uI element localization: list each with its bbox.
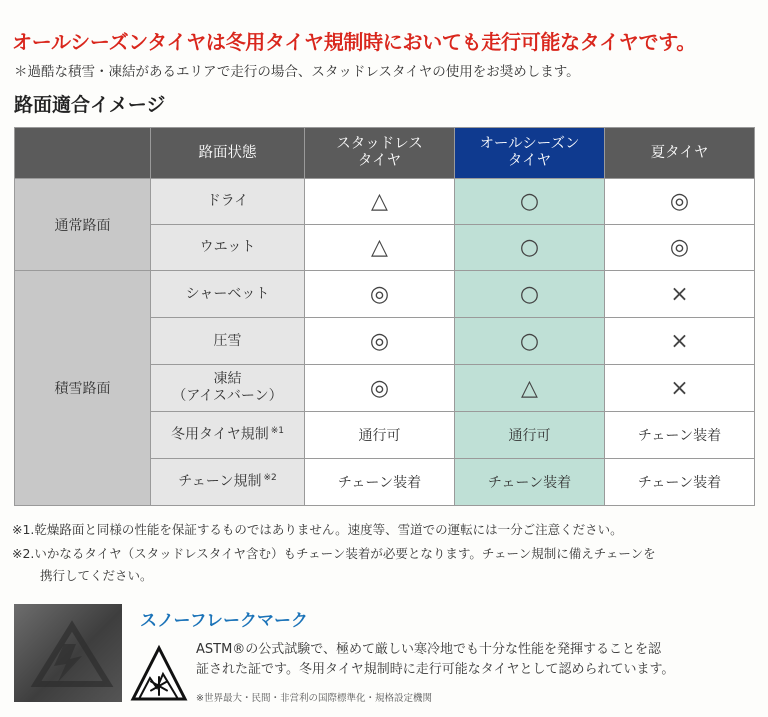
category-normal: 通常路面 xyxy=(15,179,151,271)
studless-cell: ◎ xyxy=(305,318,455,365)
allseason-cell: 通行可 xyxy=(455,412,605,459)
snowflake-description-line2: 証された証です。冬用タイヤ規制時に走行可能なタイヤとして認められています。 xyxy=(196,662,675,678)
condition-label: チェーン規制 xyxy=(178,473,262,490)
snowflake-mark-title: スノーフレークマーク xyxy=(140,611,308,631)
summer-cell: ◎ xyxy=(605,179,755,225)
studless-cell: ◎ xyxy=(305,271,455,318)
condition-cell: ウエット xyxy=(151,225,305,271)
allseason-cell: ○ xyxy=(455,225,605,271)
three-peak-mountain-snowflake-icon xyxy=(130,644,188,702)
corner-cell xyxy=(15,128,151,179)
header-condition: 路面状態 xyxy=(151,128,305,179)
allseason-cell: チェーン装着 xyxy=(455,459,605,506)
studless-cell: ◎ xyxy=(305,365,455,412)
allseason-cell: ○ xyxy=(455,271,605,318)
footnote-mark: ※1 xyxy=(270,426,284,437)
tire-sidewall-photo xyxy=(14,604,122,702)
sidewall-emblem-icon xyxy=(14,604,122,702)
snowflake-description-line1: ASTM®の公式試験で、極めて厳しい寒冷地でも十分な性能を発揮することを認 xyxy=(196,642,662,657)
caution-note: ＊過酷な積雪・凍結があるエリアで走行の場合、スタッドレスタイヤの使用をお奨めします。 xyxy=(14,64,580,80)
table-header-row xyxy=(15,128,755,179)
studless-cell: △ xyxy=(305,225,455,271)
astm-footnote: ※世界最大・民間・非営利の国際標準化・規格設定機関 xyxy=(196,693,432,704)
summer-cell: × xyxy=(605,365,755,412)
allseason-cell: △ xyxy=(455,365,605,412)
condition-cell xyxy=(151,365,305,412)
footnote-mark: ※2 xyxy=(263,473,277,484)
allseason-cell: ○ xyxy=(455,318,605,365)
section-title: 路面適合イメージ xyxy=(14,94,166,116)
condition-cell: シャーベット xyxy=(151,271,305,318)
footnote-1: ※1.乾燥路面と同様の性能を保証するものではありません。速度等、雪道での運転には一分ご注意ください。 xyxy=(12,522,623,537)
condition-line1: 凍結 xyxy=(213,371,242,388)
condition-cell: ドライ xyxy=(151,179,305,225)
summer-cell: チェーン装着 xyxy=(605,412,755,459)
footnote-2-continued: 携行してください。 xyxy=(40,568,153,583)
condition-cell: 圧雪 xyxy=(151,318,305,365)
summer-cell: × xyxy=(605,271,755,318)
header-allseason-line1: オールシーズン xyxy=(479,136,580,153)
table-row xyxy=(15,271,755,318)
category-snow: 積雪路面 xyxy=(15,271,151,506)
studless-cell: 通行可 xyxy=(305,412,455,459)
condition-cell xyxy=(151,459,305,506)
summer-cell: × xyxy=(605,318,755,365)
header-allseason xyxy=(455,128,605,179)
header-studless-line2: タイヤ xyxy=(357,153,402,169)
road-compatibility-table xyxy=(14,127,755,506)
condition-line2: （アイスバーン） xyxy=(172,388,283,404)
snowflake-description xyxy=(196,640,674,680)
summer-cell: ◎ xyxy=(605,225,755,271)
condition-cell xyxy=(151,412,305,459)
allseason-cell: ○ xyxy=(455,179,605,225)
headline: オールシーズンタイヤは冬用タイヤ規制時においても走行可能なタイヤです。 xyxy=(12,30,696,54)
footnote-2: ※2.いかなるタイヤ（スタッドレスタイヤ含む）もチェーン装着が必要となります。チェーン規制に備えチェーンを xyxy=(12,546,656,561)
table-row xyxy=(15,179,755,225)
header-summer: 夏タイヤ xyxy=(605,128,755,179)
studless-cell: △ xyxy=(305,179,455,225)
header-studless-line1: スタッドレス xyxy=(336,136,423,153)
header-studless xyxy=(305,128,455,179)
condition-label: 冬用タイヤ規制 xyxy=(170,426,269,443)
header-allseason-line2: タイヤ xyxy=(507,153,552,169)
studless-cell: チェーン装着 xyxy=(305,459,455,506)
summer-cell: チェーン装着 xyxy=(605,459,755,506)
